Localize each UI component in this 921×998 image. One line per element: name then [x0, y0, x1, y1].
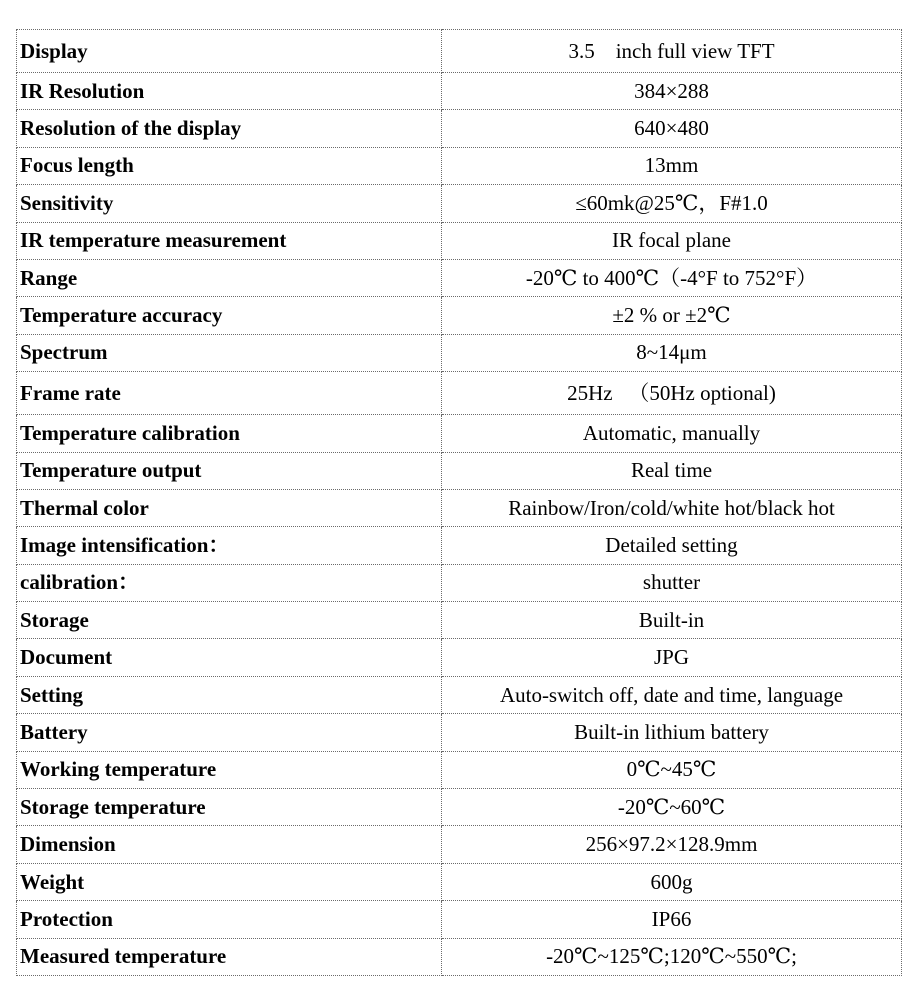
row-label: Temperature accuracy: [17, 297, 442, 334]
row-value: Auto-switch off, date and time, language: [442, 676, 902, 713]
row-value: -20℃~125℃;120℃~550℃;: [442, 938, 902, 975]
table-row: [17, 602, 902, 639]
row-value: 256×97.2×128.9mm: [442, 826, 902, 863]
table-row: [17, 639, 902, 676]
row-label: Range: [17, 259, 442, 296]
row-label: Battery: [17, 714, 442, 751]
table-row: [17, 297, 902, 334]
table-row: [17, 110, 902, 147]
table-row: [17, 938, 902, 975]
row-label: Display: [17, 30, 442, 73]
row-label: Temperature calibration: [17, 415, 442, 452]
row-value: IP66: [442, 901, 902, 938]
table-row: [17, 30, 902, 73]
row-label: Protection: [17, 901, 442, 938]
row-label: IR Resolution: [17, 73, 442, 110]
table-row: [17, 863, 902, 900]
table-row: [17, 527, 902, 564]
row-label: Measured temperature: [17, 938, 442, 975]
row-value: 384×288: [442, 73, 902, 110]
table-row: [17, 901, 902, 938]
row-value: -20℃ to 400℃（-4°F to 752°F）: [442, 259, 902, 296]
row-value: -20℃~60℃: [442, 789, 902, 826]
row-label: Dimension: [17, 826, 442, 863]
table-row: [17, 564, 902, 601]
row-label: IR temperature measurement: [17, 222, 442, 259]
table-row: [17, 452, 902, 489]
table-row: [17, 751, 902, 788]
row-value: Built-in: [442, 602, 902, 639]
row-label: Focus length: [17, 147, 442, 184]
row-label: Thermal color: [17, 489, 442, 526]
row-label: Working temperature: [17, 751, 442, 788]
row-value: Rainbow/Iron/cold/white hot/black hot: [442, 489, 902, 526]
row-value: Real time: [442, 452, 902, 489]
row-label: Sensitivity: [17, 185, 442, 222]
row-label: Storage temperature: [17, 789, 442, 826]
row-label: calibration：: [17, 564, 442, 601]
table-row: [17, 714, 902, 751]
row-value: 0℃~45℃: [442, 751, 902, 788]
row-label: Image intensification：: [17, 527, 442, 564]
row-label: Document: [17, 639, 442, 676]
table-row: [17, 334, 902, 371]
row-value: shutter: [442, 564, 902, 601]
row-value: Automatic, manually: [442, 415, 902, 452]
row-label: Setting: [17, 676, 442, 713]
row-value: Detailed setting: [442, 527, 902, 564]
table-row: [17, 826, 902, 863]
row-value: 640×480: [442, 110, 902, 147]
table-row: [17, 222, 902, 259]
row-value: 600g: [442, 863, 902, 900]
row-value: 25Hz （50Hz optional): [442, 372, 902, 415]
row-value: ≤60mk@25℃，F#1.0: [442, 185, 902, 222]
row-value: JPG: [442, 639, 902, 676]
table-row: [17, 676, 902, 713]
table-row: [17, 372, 902, 415]
spec-table: [16, 29, 902, 976]
row-value: Built-in lithium battery: [442, 714, 902, 751]
row-value: 13mm: [442, 147, 902, 184]
table-row: [17, 73, 902, 110]
table-row: [17, 789, 902, 826]
row-label: Temperature output: [17, 452, 442, 489]
table-row: [17, 147, 902, 184]
row-value: 8~14μm: [442, 334, 902, 371]
row-label: Weight: [17, 863, 442, 900]
table-row: [17, 259, 902, 296]
row-value: 3.5 inch full view TFT: [442, 30, 902, 73]
row-value: ±2 % or ±2℃: [442, 297, 902, 334]
row-label: Storage: [17, 602, 442, 639]
table-row: [17, 415, 902, 452]
row-label: Spectrum: [17, 334, 442, 371]
table-row: [17, 489, 902, 526]
table-row: [17, 185, 902, 222]
row-label: Resolution of the display: [17, 110, 442, 147]
row-value: IR focal plane: [442, 222, 902, 259]
row-label: Frame rate: [17, 372, 442, 415]
